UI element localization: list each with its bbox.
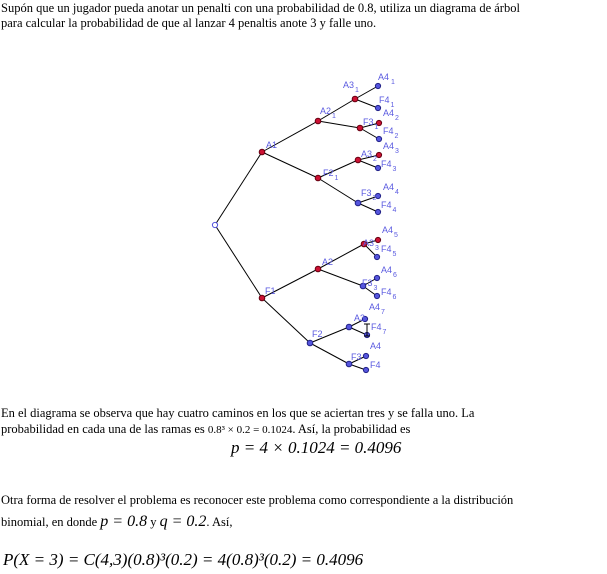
tree-edges <box>215 86 382 370</box>
label-A4-5: $A4_5$ <box>382 225 398 239</box>
label-F4-4: $F4_4$ <box>381 200 397 214</box>
branch-probability-expression: 0.8³ × 0.2 = 0.1024 <box>207 424 293 436</box>
leaf-F4-4 <box>375 209 380 214</box>
label-F4-6: $F4_6$ <box>381 287 397 301</box>
tree-labels <box>265 72 399 370</box>
root-node <box>212 222 217 227</box>
label-F4-7: $F4_7$ <box>371 322 387 336</box>
problem-line-1: Supón que un jugador pueda anotar un penalti con una probabilidad de 0.8, utiliza un diagrama de árbol <box>1 1 520 15</box>
node-A3-1 <box>352 96 358 102</box>
problem-line-2: para calcular la probabilidad de que al lanzar 4 penaltis anote 3 y falle uno. <box>1 16 377 30</box>
leaf-F4-8 <box>363 367 368 372</box>
label-A4-6: $A4_6$ <box>381 265 397 279</box>
label-F3-4: F3 <box>351 352 362 362</box>
label-A3-3: $A3_3$ <box>363 238 379 252</box>
alternative-line-1: Otra forma de resolver el problema es reconocer este problema como correspondiente a la distribución <box>1 493 514 507</box>
q-value-expression: q = 0.2 <box>159 513 207 530</box>
node-A3-4 <box>346 324 352 330</box>
p-value-expression: p = 0.8 <box>100 513 148 530</box>
alternative-line-2-start: binomial, en donde <box>1 515 98 529</box>
label-A4-4: $A4_4$ <box>383 182 399 196</box>
label-A2: A2 <box>322 257 334 267</box>
label-F4-2: $F4_2$ <box>383 126 399 140</box>
tree-nodes <box>212 83 381 372</box>
tree-result-equation: p = 4 × 0.1024 = 0.4096 <box>231 438 402 457</box>
binomial-equation: P(X = 3) = C(4,3)(0.8)³(0.2) = 4(0.8)³(0.2) = 0.4096 <box>3 550 364 569</box>
leaf-F4-3 <box>375 165 380 170</box>
node-A3-2 <box>355 157 361 163</box>
node-F2-1 <box>315 175 321 181</box>
label-A2-1: $A2_1$ <box>320 106 336 120</box>
label-A4-3: $A4_3$ <box>383 141 399 155</box>
leaf-A4-8 <box>363 353 368 358</box>
node-A2-1 <box>315 118 321 124</box>
and-word: y <box>150 515 157 529</box>
leaf-A4-5 <box>375 237 380 242</box>
label-A3-2: $A3_2$ <box>361 149 377 163</box>
label-A4-1: $A4_1$ <box>378 72 395 86</box>
node-F3-4 <box>346 361 352 367</box>
leaf-F4-5 <box>374 254 379 259</box>
node-F1 <box>259 295 265 301</box>
leaf-A4-3 <box>376 152 381 157</box>
leaf-A4-1 <box>375 83 380 88</box>
label-A3-1: $A3_1$ <box>343 80 359 94</box>
explanation-line-1: En el diagrama se observa que hay cuatro caminos en los que se aciertan tres y se falla uno. La <box>1 406 475 420</box>
node-A1 <box>259 149 265 155</box>
leaf-F4-2 <box>376 136 381 141</box>
label-F4-1: $F4_1$ <box>379 95 395 109</box>
label-F3-1: $F3_1$ <box>363 117 379 131</box>
node-F2 <box>307 340 313 346</box>
label-F4-5: $F4_5$ <box>381 244 397 258</box>
label-F3-2: $F3_2$ <box>361 188 377 202</box>
explanation-line-2-start: probabilidad en cada una de las ramas es <box>1 422 205 436</box>
leaf-F4-6 <box>374 293 379 298</box>
node-F3-1 <box>357 125 363 131</box>
label-A4-8: A4 <box>370 341 382 351</box>
label-A4-2: $A4_2$ <box>383 108 399 122</box>
label-F2: F2 <box>312 329 323 339</box>
leaf-A4-6 <box>374 275 379 280</box>
node-A2 <box>315 266 321 272</box>
alternative-line-2 <box>1 514 232 530</box>
label-A3-4: A3 <box>354 313 366 323</box>
leaf-F4-1 <box>375 105 380 110</box>
explanation-line-2-end: . Así, la probabilidad es <box>292 422 411 436</box>
explanation-line-2 <box>1 422 410 438</box>
label-A4-7: $A4_7$ <box>369 302 385 316</box>
label-F2-1: $F2_1$ <box>323 168 339 182</box>
alternative-line-2-end: . Así, <box>206 515 233 529</box>
node-F3-2 <box>355 200 361 206</box>
label-F4-8: F4 <box>370 360 381 370</box>
label-F3-3: $F3_3$ <box>362 278 378 292</box>
label-A1: A1 <box>266 140 278 150</box>
label-F1: F1 <box>265 286 276 296</box>
label-F4-3: $F4_3$ <box>381 159 397 173</box>
